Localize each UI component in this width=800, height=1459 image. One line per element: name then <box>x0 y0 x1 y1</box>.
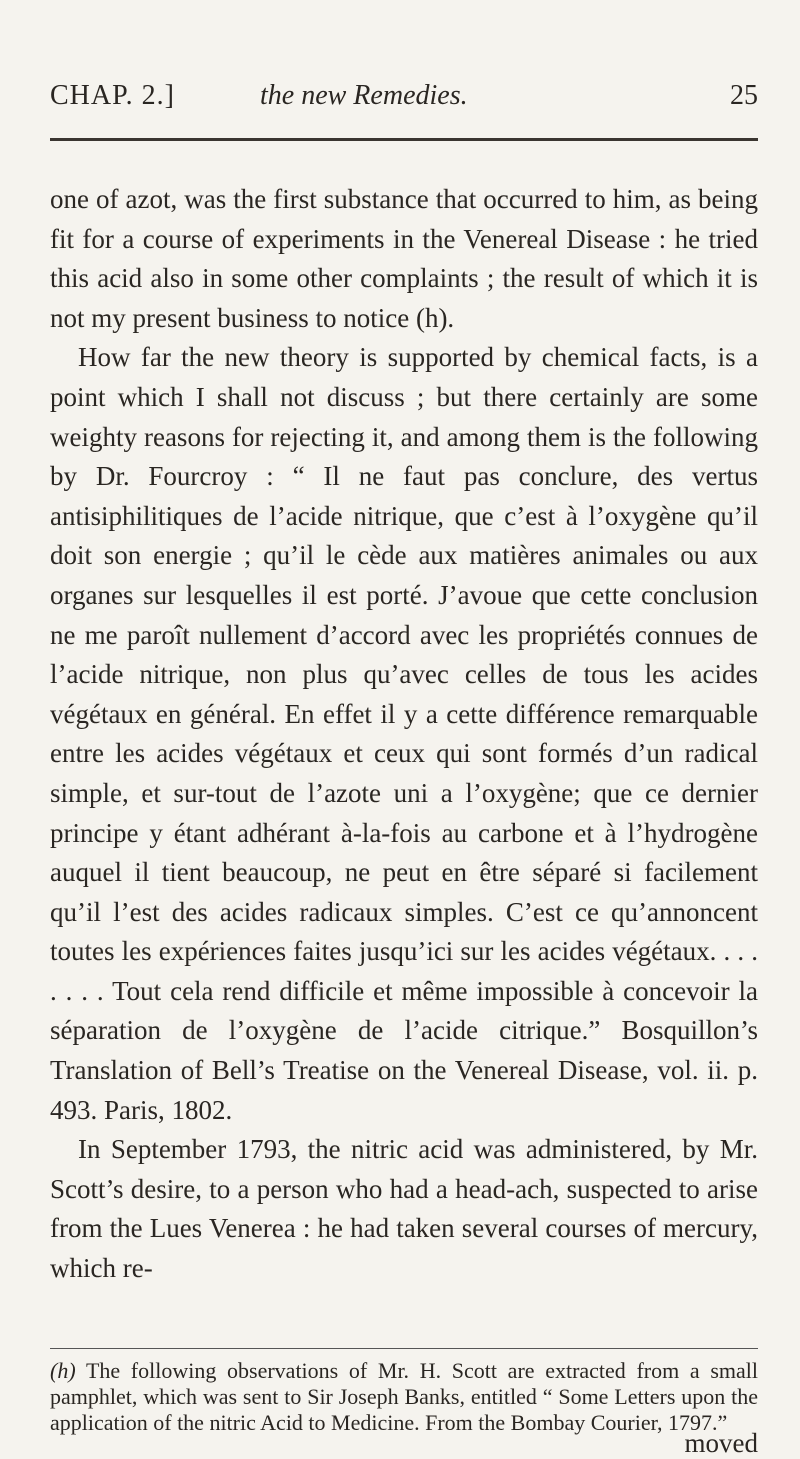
footnote-mark: (h) <box>50 1358 76 1383</box>
main-text <box>50 180 758 1289</box>
running-head <box>50 58 758 111</box>
running-title: the new Remedies. <box>260 80 468 111</box>
paragraph-2: How far the new theory is supported by chemical facts, is a point which I shall not discuss ; but there certainly are some weighty reasons for rejecting it, and among them is the following by Dr. Fourcroy : “ Il ne faut pas conclure, des vertus antisiphilitiques de l’acide nitrique, que c’est à l’oxygène qu’il doit son energie ; qu’il le cède aux matières animales ou aux organes sur lesquelles il est porté. J’avoue que cette conclusion ne me paroît nullement d’accord avec les propriétés connues de l’acide nitrique, non plus qu’avec celles de tous les acides végétaux en général. En effet il y a cette différence remarquable entre les acides végétaux et ceux qui sont formés d’un radical simple, et sur-tout de l’azote uni a l’oxygène; que ce dernier principe y étant adhérant à-la-fois au carbone et à l’hydrogène auquel il tient beaucoup, ne peut en être séparé si facilement qu’il l’est des acides radicaux simples. C’est ce qu’annoncent toutes les expériences faites jusqu’ici sur les acides végétaux. . . . . . . . Tout cela rend difficile et même impossible à concevoir la séparation de l’oxygène de l’acide citrique.” Bosquillon’s Translation of Bell’s Treatise on the Venereal Disease, vol. ii. p. 493. Paris, 1802. <box>50 342 758 1125</box>
footnote-text: The following observations of Mr. H. Scott are extracted from a small pamphlet, which was sent to Sir Joseph Banks, entitled “ Some Letters upon the application of the nitric Acid to Medicine. From the Bombay Courier, 1797.” <box>50 1358 758 1435</box>
paragraph-3: In September 1793, the nitric acid was administered, by Mr. Scott’s desire, to a person who had a head-ach, suspected to arise from the Lues Venerea : he had taken several courses of mercury, which re- <box>50 1134 758 1284</box>
catchword: moved <box>684 1428 758 1458</box>
paragraph-1: one of azot, was the first substance that occurred to him, as being fit for a course of experiments in the Venereal Disease : he tried this acid also in some other complaints ; the result of which it is not my present business to notice (h). <box>50 184 758 333</box>
page-number: 25 <box>730 80 758 111</box>
footnote <box>50 1358 758 1436</box>
header-rule <box>50 138 758 141</box>
footnote-rule <box>50 1348 758 1349</box>
chapter-label: CHAP. 2.] <box>50 80 175 111</box>
book-page <box>50 58 758 1458</box>
